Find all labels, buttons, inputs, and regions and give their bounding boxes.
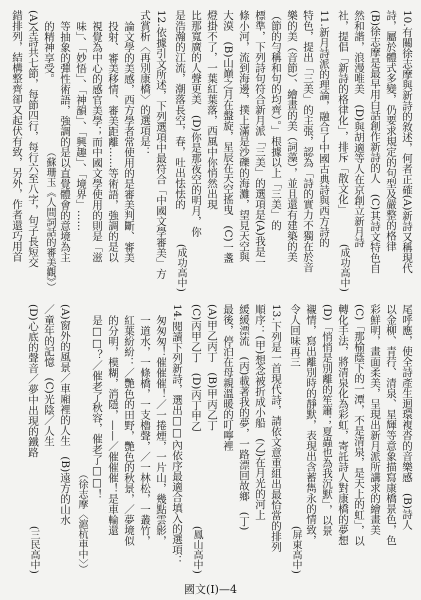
option-text: (C)丙甲乙丁 (D)丙丁甲乙 <box>190 304 202 432</box>
line-text: 比那寬廣的人聲更美 (D)你是那夜空的明月，你 <box>190 10 202 237</box>
text-column <box>172 10 188 292</box>
text-column <box>351 304 367 574</box>
line-text: 11.新月詩派的理論，融合了中國古典詩與西方詩的 <box>318 10 330 248</box>
option-text: (A)全詩共七節，每節四行，每行六至八字，句子長短交 <box>27 10 39 268</box>
option-text: 令人回味再三 <box>289 304 301 367</box>
option-text: 以金柳、青荇、清泉、星輝等意象描寫康橋景色，色 <box>385 304 397 546</box>
quoted-passage-column <box>89 10 105 292</box>
text-column <box>300 10 316 292</box>
source-tag: (成功高中) <box>175 244 186 292</box>
line-text: （節的勻稱和句的均齊）。」根據以上「三美」的 <box>270 10 282 231</box>
text-column <box>351 10 367 292</box>
text-column <box>399 10 415 292</box>
text-column <box>335 10 351 292</box>
option-text: 襯情，寫出離別時的靜默，表現出含蓄雋永的情致， <box>305 304 317 546</box>
line-text: 燈掛不了，一葉紅葉落，西風中你悄然出現 <box>206 10 218 210</box>
line-text: 13.下列是一首現代詩，請依文意重組出最恰當的排列 <box>270 304 282 552</box>
passage-text: 視覺為中心的感官美學；而中國文學使用的則是「滋 <box>91 20 103 262</box>
option-text: ／童年的記憶 (C)光陰／人生 <box>43 304 55 447</box>
text-column <box>335 304 351 574</box>
poem-column <box>153 304 169 574</box>
text-column <box>399 304 415 574</box>
option-text: 彩鮮明，畫面柔美，呈現出新月派所講求的繪畫美 <box>369 304 381 535</box>
line-text: 是浩瀚的江流，潮落長空，春，吐出怯怯的 <box>174 10 186 210</box>
source-tag: (屏東高中) <box>290 526 301 574</box>
text-column <box>236 304 252 574</box>
question-stem: 式賞析〈再別康橋〉的選項是： <box>139 10 151 157</box>
question-12 <box>9 10 169 292</box>
poem-column <box>105 304 121 574</box>
option-text: (C)「那榆蔭下的一潭，不是清泉，是天上的虹」，以 <box>353 304 365 546</box>
source-tag: (三民高中) <box>28 526 39 574</box>
line-text: 大漠 (B)山巔之月在盤旋，星辰在天空搖曳 (C)一盞 <box>222 10 234 263</box>
quoted-passage-column <box>57 10 73 292</box>
question-10 <box>335 10 415 292</box>
text-column <box>316 10 332 292</box>
question-stem: 12.依據引文所述，下列選項中最符合「中國文學審美」方 <box>155 10 167 279</box>
option-text: 尾呼應，使全詩產生迴環複沓的音樂感 (B)詩人 <box>401 304 413 530</box>
text-column <box>137 10 153 292</box>
line-text: 最後，停泊在母親溫暖的叮嚀裡 <box>222 304 234 451</box>
text-column <box>268 304 284 574</box>
line-text: 詩，屬於體式多變，仍要求規定的句型及嚴整的格律 <box>385 10 397 252</box>
poem-column <box>137 304 153 574</box>
text-column <box>57 304 73 574</box>
text-column <box>41 304 57 574</box>
source-tag: (鳳山高中) <box>191 526 202 574</box>
option-text: (A)窗外的風景／車廂裡的人生 (B)遠方的山水 <box>59 304 71 525</box>
text-column <box>252 304 268 574</box>
quoted-passage-column <box>105 10 121 292</box>
passage-text: 的精神享受。 <box>43 20 55 84</box>
text-column <box>25 10 41 292</box>
option-text: (D)「悄悄是別離的笙簫；夏蟲也為我沉默」，以景 <box>321 304 333 536</box>
question-13 <box>188 304 284 574</box>
poem-text: 一道水，一條橋，一支櫓聲，／一林松，一叢竹， <box>139 314 151 546</box>
line-text: 社，提倡「新詩的格律化」，排斥「散文化」 <box>337 10 349 215</box>
question-stem: 14.閱讀下列新詩，選出□□內依序最適合填入的選項： <box>171 304 183 566</box>
text-column <box>204 304 220 574</box>
poem-source-column <box>73 304 89 574</box>
line-text: 緩緩漂流 (丙)載著我的夢，一路漂回故鄉 (丁) <box>238 304 250 531</box>
line-text: 樂的美（音節）、繪畫的美（詞藻），並且還有建築的美 <box>286 10 298 262</box>
option-text: 轉化手法，將清泉化為彩虹，寄託詩人對康橋的夢想 <box>337 304 349 546</box>
text-column <box>188 304 204 574</box>
passage-source: （蘇珊玉《人間詞話的審美觀》） <box>44 147 55 292</box>
line-text: 順序：(甲)想念被折成小船 (乙)在月光的河上 <box>254 304 266 520</box>
text-column <box>153 10 169 292</box>
option-text: (D)心底的聲音／夢中出現的鐵路 <box>27 304 39 458</box>
lower-half <box>6 304 415 574</box>
passage-text: 投射、審美移情、審美距離……等術語，強調的是以 <box>107 20 119 262</box>
poem-text: 匆匆匆！催催催！／一捲煙，一片山，幾點雲影， <box>155 314 167 546</box>
quoted-passage-column <box>121 10 137 292</box>
text-column <box>188 10 204 292</box>
poem-column <box>121 304 137 574</box>
poem-text: 紅葉紛紛：／艷色的田野，艷色的秋景，／夢境似 <box>123 314 135 546</box>
question-14 <box>25 304 185 574</box>
upper-half <box>6 10 415 292</box>
text-column <box>25 304 41 574</box>
text-column <box>303 304 319 574</box>
text-column <box>367 10 383 292</box>
question-12-continued <box>287 304 415 574</box>
passage-text: 等抽象的彈性術語，強調的是以直覺體會的意境為主 <box>59 20 71 262</box>
text-column <box>204 10 220 292</box>
text-column <box>236 10 252 292</box>
text-column <box>220 304 236 574</box>
question-11 <box>172 10 332 292</box>
line-text: 條小河，流到海邊，撲上滿是沙礫的海灘，望見天空與 <box>238 10 250 262</box>
passage-text: 論文學的美感，西方學者常使用的是審美判斷、審美 <box>123 20 135 262</box>
option-text: (A)甲乙丙丁 (B)甲丙乙丁 <box>206 304 218 431</box>
passage-text: 味」、「妙悟」、「神韻」、「興趣」、「境界」…… <box>75 20 87 231</box>
option-text: 錯排列，結構整齊卻又起伏有致，另外，作者還巧用首 <box>11 10 23 262</box>
text-column <box>268 10 284 292</box>
quoted-passage-column <box>73 10 89 292</box>
text-column <box>383 304 399 574</box>
poem-column <box>89 304 105 574</box>
text-column <box>284 10 300 292</box>
line-text: 特色，提出「三美」的主張，認為「詩的實力不獨在於音 <box>302 10 314 273</box>
text-column <box>9 10 25 292</box>
line-text: 標準，下列詩句符合新月派「三美」的選項是(A)我是一 <box>254 10 266 268</box>
text-column <box>367 304 383 574</box>
poem-source: （徐志摩〈滬杭車中〉） <box>76 469 87 574</box>
text-column <box>383 10 399 292</box>
text-column <box>319 304 335 574</box>
text-column <box>169 304 185 574</box>
line-text: 10.有關徐志摩與新詩的敘述，何者正確(A)新詩又稱現代 <box>401 10 413 274</box>
page-number: 國文(I)—4 <box>184 583 237 596</box>
text-column <box>287 304 303 574</box>
source-tag: (成功高中) <box>338 244 349 292</box>
line-text: 然和諧，浪漫唯美 (D)與胡適等人在京創立新月詩 <box>353 10 365 248</box>
line-text: (B)徐志摩是最早用白話創作新詩的人 (C)其詩文特色自 <box>369 10 381 274</box>
poem-text: 的分明，模糊，消隱，——／催催催！是車輪還 <box>107 314 119 535</box>
text-column <box>252 10 268 292</box>
poem-text: 是□□？／催老了秋容，催老了□□！ <box>91 314 103 499</box>
quoted-passage-column <box>41 10 57 292</box>
text-column <box>220 10 236 292</box>
